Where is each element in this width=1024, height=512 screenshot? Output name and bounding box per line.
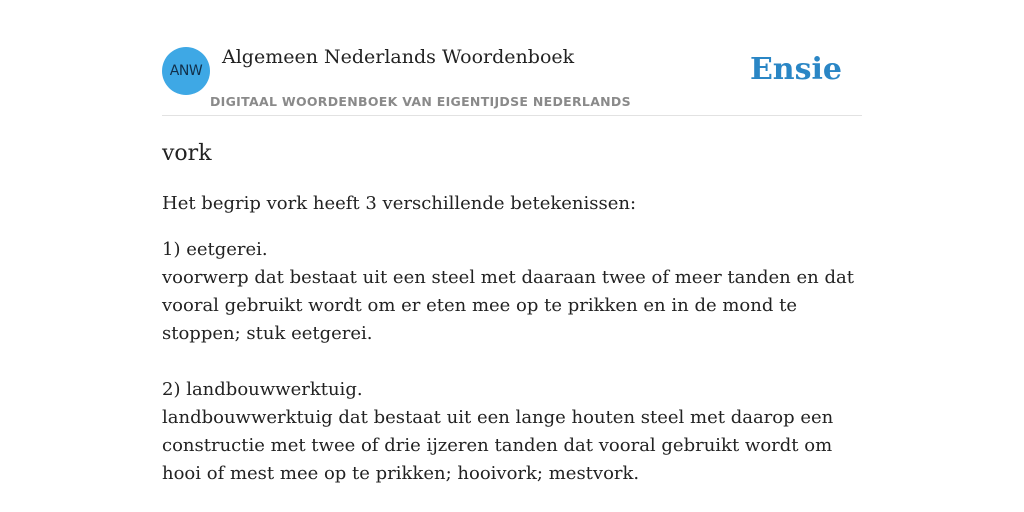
sense-label: 1) eetgerei. xyxy=(162,239,268,260)
sense-definition: voorwerp dat bestaat uit een steel met daaraan twee of meer tanden en dat vooral gebruikt wordt om er eten mee op te prikken en in de mond te stoppen; stuk eetgerei. xyxy=(162,267,854,344)
sense-item xyxy=(162,236,862,348)
headword: vork xyxy=(162,141,212,166)
sense-definition: landbouwwerktuig dat bestaat uit een lange houten steel met daarop een constructie met twee of drie ijzeren tanden dat vooral gebruikt wordt om hooi of mest mee op te prikken; hooivork; mestvork. xyxy=(162,407,834,484)
ensie-logo[interactable]: Ensie xyxy=(749,52,842,87)
sense-item xyxy=(162,376,862,488)
site-title[interactable]: Algemeen Nederlands Woordenboek xyxy=(222,46,575,68)
entry-content xyxy=(162,138,862,512)
page xyxy=(162,0,862,512)
site-subtitle: DIGITAAL WOORDENBOEK VAN EIGENTIJDSE NEDERLANDS xyxy=(210,94,631,109)
anw-logo[interactable]: ANW xyxy=(162,47,210,95)
site-header xyxy=(162,0,862,116)
entry-intro: Het begrip vork heeft 3 verschillende betekenissen: xyxy=(162,193,637,214)
sense-label: 2) landbouwwerktuig. xyxy=(162,379,363,400)
